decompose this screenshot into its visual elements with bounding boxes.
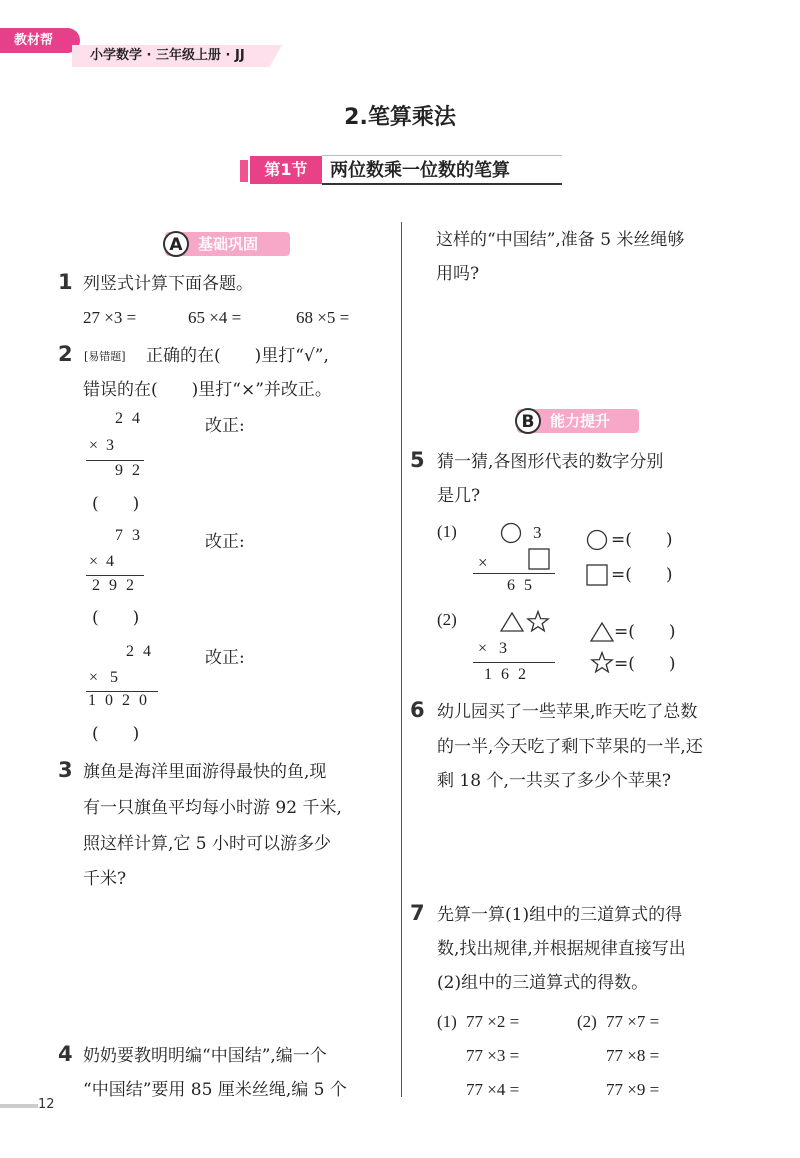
question-6-line-3: 剩 18 个,一共买了多少个苹果?: [437, 771, 671, 791]
part-a-label: 基础巩固: [198, 235, 259, 253]
part-a-letter: A: [163, 231, 189, 257]
q5-puzzle-1-line: [473, 573, 555, 574]
square-icon: [586, 564, 608, 586]
part-b-label: 能力提升: [550, 412, 611, 430]
star-answer[interactable]: =( ): [614, 654, 676, 674]
q2-p2-top: 73: [115, 527, 149, 544]
q7-group-1-label: (1): [437, 1012, 457, 1031]
question-2-line-2: 错误的在( )里打“×”并改正。: [83, 380, 332, 400]
triangle-answer[interactable]: =( ): [614, 622, 676, 642]
question-3-line-1: 旗鱼是海洋里面游得最快的鱼,现: [83, 762, 327, 782]
q7-g2-item-2: 77 ×8 =: [606, 1046, 660, 1065]
q2-p3-multiplier: × 5: [89, 669, 119, 686]
question-3-line-2: 有一只旗鱼平均每小时游 92 千米,: [83, 798, 342, 818]
q5-puzzle-2-multiplier: × 3: [478, 640, 508, 657]
error-prone-tag: [易错题]: [84, 350, 126, 363]
question-1-text: 列竖式计算下面各题。: [83, 274, 253, 294]
q7-g2-item-3: 77 ×9 =: [606, 1080, 660, 1099]
question-5-line-1: 猜一猜,各图形代表的数字分别: [437, 452, 664, 472]
star-icon: [526, 610, 550, 634]
q1-item-2: 65 ×4 =: [188, 308, 242, 327]
footer-bar: [0, 1104, 38, 1108]
q2-p1-answer-paren[interactable]: ( ): [92, 494, 140, 514]
q7-g1-item-1: 77 ×2 =: [466, 1012, 520, 1031]
question-4-number: 4: [58, 1042, 73, 1066]
circle-icon: [500, 522, 522, 544]
question-4-line-2: “中国结”要用 85 厘米丝绳,编 5 个: [83, 1080, 347, 1100]
question-7-line-1: 先算一算(1)组中的三道算式的得: [437, 905, 683, 925]
triangle-icon: [590, 621, 614, 643]
q7-group-2-label: (2): [577, 1012, 597, 1031]
part-b-letter: B: [515, 408, 541, 434]
star-icon: [590, 651, 614, 675]
q2-p1-correct-label: 改正:: [205, 416, 245, 436]
question-7-number: 7: [410, 901, 425, 925]
q2-p3-result: 1020: [88, 692, 156, 709]
question-4-line-4: 用吗?: [436, 264, 480, 284]
question-3-number: 3: [58, 758, 73, 782]
question-4-line-1: 奶奶要教明明编“中国结”,编一个: [83, 1046, 327, 1066]
question-3-line-3: 照这样计算,它 5 小时可以游多少: [83, 834, 332, 854]
q2-p1-top: 24: [115, 410, 149, 427]
q2-p2-multiplier: × 4: [89, 553, 115, 570]
question-2-line-1: 正确的在( )里打“√”,: [146, 346, 329, 366]
section-accent: [240, 160, 248, 182]
column-divider: [401, 222, 402, 1097]
square-answer[interactable]: =( ): [611, 565, 673, 585]
q2-p2-answer-paren[interactable]: ( ): [92, 608, 140, 628]
question-4-line-3: 这样的“中国结”,准备 5 米丝绳够: [436, 230, 685, 250]
q5-puzzle-2-result: 162: [484, 666, 535, 683]
header-subtitle: 小学数学 · 三年级上册 · JJ: [90, 48, 245, 63]
q1-item-3: 68 ×5 =: [296, 308, 350, 327]
q1-item-1: 27 ×3 =: [83, 308, 137, 327]
question-6-line-1: 幼儿园买了一些苹果,昨天吃了总数: [437, 702, 698, 722]
question-5-number: 5: [410, 448, 425, 472]
q2-p3-top: 24: [126, 643, 160, 660]
q2-p2-result: 292: [92, 577, 143, 594]
q5-puzzle-1-multiply: ×: [478, 553, 488, 572]
square-icon: [528, 548, 550, 570]
circle-answer[interactable]: =( ): [611, 530, 673, 550]
section-label: 第1节: [250, 156, 322, 184]
q5-puzzle-2-label: (2): [437, 610, 457, 629]
question-6-number: 6: [410, 698, 425, 722]
q2-p1-multiplier: × 3: [89, 437, 115, 454]
question-3-line-4: 千米?: [83, 869, 127, 889]
q2-p1-result: 92: [115, 462, 149, 479]
page-number: 12: [38, 1097, 55, 1112]
q7-g1-item-3: 77 ×4 =: [466, 1080, 520, 1099]
book-tag: 教材帮: [0, 28, 80, 53]
q5-puzzle-2-line: [473, 662, 555, 663]
question-2-number: 2: [58, 342, 73, 366]
section-title: 两位数乘一位数的笔算: [330, 160, 510, 181]
q2-p2-correct-label: 改正:: [205, 532, 245, 552]
q7-g2-item-1: 77 ×7 =: [606, 1012, 660, 1031]
page-title: 2.笔算乘法: [344, 105, 456, 130]
triangle-icon: [500, 611, 524, 633]
q5-puzzle-1-label: (1): [437, 522, 457, 541]
question-6-line-2: 的一半,今天吃了剩下苹果的一半,还: [437, 737, 703, 757]
q2-p2-line: [86, 575, 144, 576]
question-1-number: 1: [58, 270, 73, 294]
circle-icon: [586, 529, 608, 551]
q7-g1-item-2: 77 ×3 =: [466, 1046, 520, 1065]
question-5-line-2: 是几?: [437, 486, 481, 506]
question-7-line-3: (2)组中的三道算式的得数。: [437, 973, 649, 993]
q2-p1-line: [86, 460, 144, 461]
q2-p3-answer-paren[interactable]: ( ): [92, 724, 140, 744]
q5-puzzle-1-result: 65: [507, 577, 541, 594]
q5-puzzle-1-digit: 3: [533, 523, 542, 542]
q2-p3-correct-label: 改正:: [205, 648, 245, 668]
question-7-line-2: 数,找出规律,并根据规律直接写出: [437, 939, 686, 959]
